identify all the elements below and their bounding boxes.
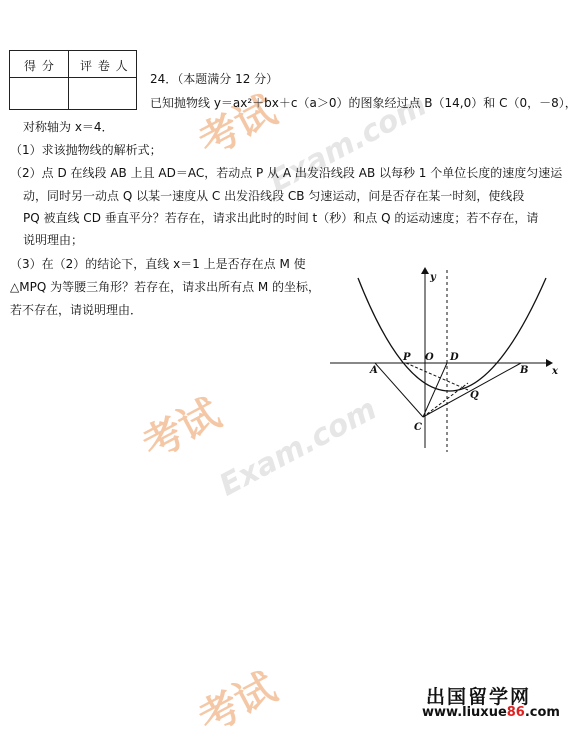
question-2-line4: 说明理由； [23,233,84,247]
segment-AC [375,363,423,417]
label-C: C [414,422,422,433]
watermark-logo-top [187,80,284,168]
watermark-logo-bottom: 考试 [191,664,284,743]
table-divider-vertical [68,51,69,109]
brand-url: www.liuxue86.com [422,705,560,720]
watermark-exam-middle: Exam.com [213,391,383,504]
question-1: （1）求该抛物线的解析式； [10,143,162,157]
label-Q: Q [470,390,479,401]
problem-statement-line2: 对称轴为 x＝4． [23,120,114,134]
label-D: D [450,352,459,363]
label-x: x [552,366,558,377]
watermark-exam-top: Exam.com [263,87,433,200]
table-divider-horizontal [10,77,136,78]
grader-label: 评 卷 人 [80,59,129,73]
label-B: B [520,365,529,376]
watermark-kaoshi: 考试 [191,87,284,166]
label-A: A [370,365,378,376]
question-3-line2: △MPQ 为等腰三角形？若存在，请求出所有点 M 的坐标， [10,280,321,294]
brand-name: 出国留学网 [426,686,532,708]
question-3-line1: （3）在（2）的结论下，直线 x＝1 上是否存在点 M 使 [10,257,306,271]
label-y: y [430,272,436,283]
watermark-logo-middle: 考试 [135,390,228,469]
score-label: 得 分 [24,59,55,73]
question-2-line2: 动，同时另一动点 Q 以某一速度从 C 出发沿线段 CB 匀速运动，问是否存在某一时刻，使线段 [23,189,525,203]
problem-header: 24．（本题满分 12 分） [150,72,279,86]
label-P: P [403,352,411,363]
question-2-line1: （2）点 D 在线段 AB 上且 AD＝AC，若动点 P 从 A 出发沿线段 AB 以每秒 1 个单位长度的速度匀速运 [10,166,563,180]
question-3-line3: 若不存在，请说明理由． [10,303,143,317]
helper-line [423,383,468,417]
parabola-figure [320,260,570,460]
label-O: O [425,352,434,363]
problem-statement-line1: 已知抛物线 y＝ax²＋bx＋c（a＞0）的图象经过点 B（14,0）和 C（0，－8）， [150,96,577,110]
parabola-curve [358,278,546,391]
question-2-line3: PQ 被直线 CD 垂直平分？若存在，请求出此时的时间 t（秒）和点 Q 的运动速度；若不存在，请 [23,211,539,225]
score-table [9,50,137,110]
